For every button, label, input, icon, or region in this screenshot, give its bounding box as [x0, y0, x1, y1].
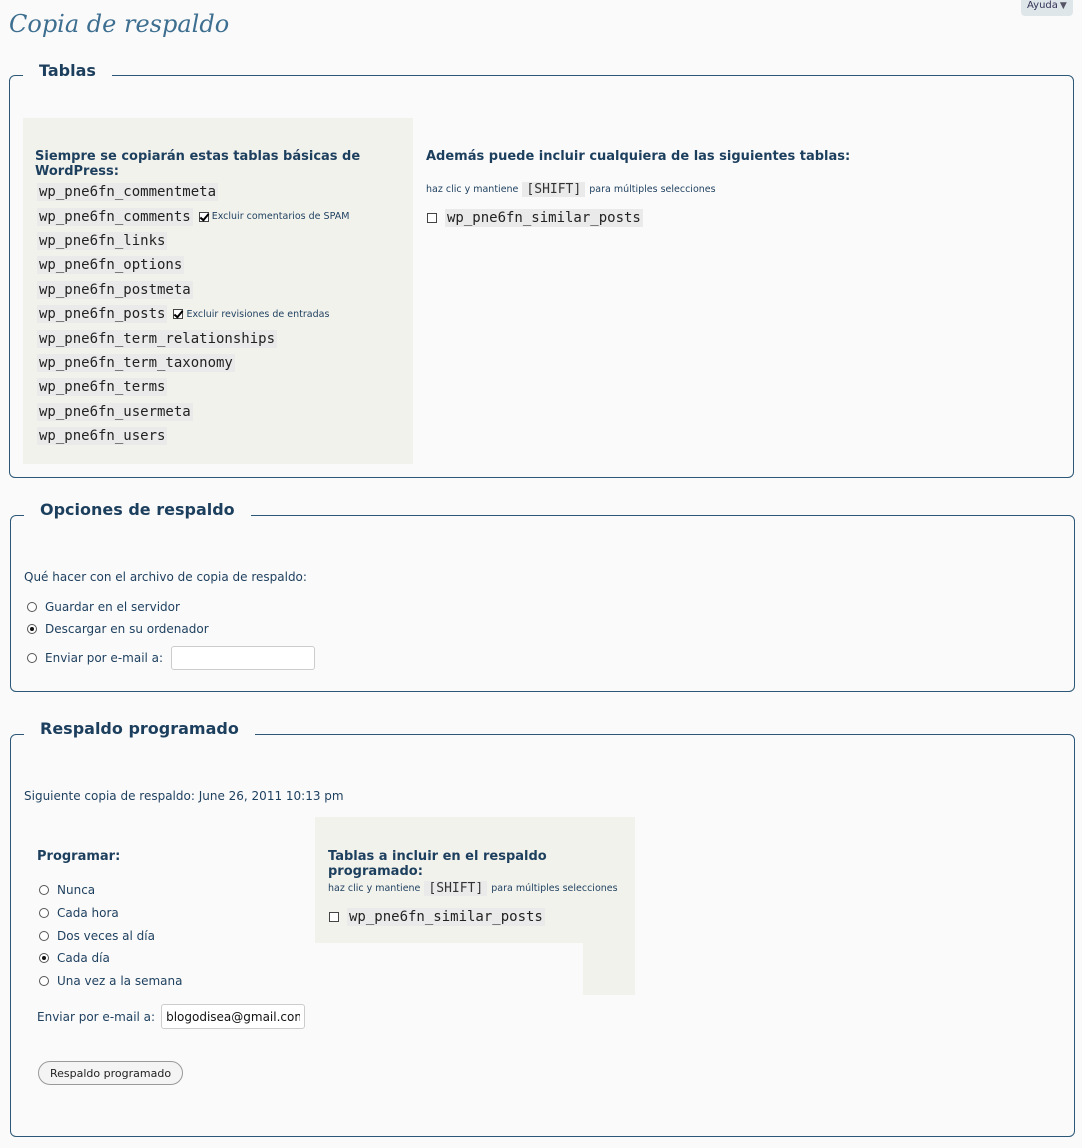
daily-label: Cada día: [57, 951, 110, 965]
scheduled-tables-panel: [315, 817, 635, 995]
hint-key: [SHIFT]: [522, 182, 585, 197]
extra-table-item[interactable]: [427, 209, 643, 227]
hint-text: haz clic y mantiene: [426, 184, 519, 195]
scheduled-backup-legend: Respaldo programado: [24, 719, 255, 739]
download-radio[interactable]: [27, 624, 37, 634]
list-item: [37, 375, 349, 399]
option-download[interactable]: [27, 622, 209, 636]
core-tables-panel: [23, 118, 413, 464]
table-name: wp_pne6fn_similar_posts: [447, 210, 641, 226]
table-name: wp_pne6fn_links: [39, 232, 166, 249]
hint-text: haz clic y mantiene: [328, 883, 421, 894]
table-name: wp_pne6fn_usermeta: [39, 403, 191, 420]
table-name: wp_pne6fn_term_relationships: [39, 330, 276, 347]
hourly-radio[interactable]: [39, 908, 49, 918]
list-item: [37, 400, 349, 424]
core-tables-list: [37, 180, 349, 448]
save-server-radio[interactable]: [27, 602, 37, 612]
never-radio[interactable]: [39, 885, 49, 895]
schedule-never[interactable]: [39, 883, 95, 897]
list-item: [37, 229, 349, 253]
backup-options-legend: Opciones de respaldo: [24, 500, 251, 520]
schedule-email: [37, 1004, 305, 1029]
help-button[interactable]: [1021, 0, 1073, 16]
help-label: Ayuda: [1027, 0, 1058, 11]
schedule-hourly[interactable]: [39, 906, 119, 920]
schedule-heading: Programar:: [37, 849, 121, 864]
twice-daily-radio[interactable]: [39, 931, 49, 941]
list-item: [37, 180, 349, 204]
table-name: wp_pne6fn_users: [39, 428, 166, 445]
table-name: wp_pne6fn_posts: [39, 306, 166, 323]
exclude-spam-checkbox[interactable]: [199, 212, 209, 222]
weekly-label: Una vez a la semana: [57, 974, 183, 988]
multi-select-hint: [426, 182, 716, 197]
hint-key: [SHIFT]: [424, 881, 487, 896]
download-label: Descargar en su ordenador: [45, 622, 209, 636]
never-label: Nunca: [57, 883, 96, 897]
table-name: wp_pne6fn_commentmeta: [39, 184, 217, 201]
next-backup-text: Siguiente copia de respaldo: June 26, 2011 10:13 pm: [24, 789, 344, 803]
schedule-email-input[interactable]: [161, 1004, 305, 1029]
scheduled-table-item[interactable]: [329, 908, 545, 926]
core-tables-heading: Siempre se copiarán estas tablas básicas de WordPress:: [35, 149, 361, 179]
email-input[interactable]: [171, 646, 315, 670]
save-server-label: Guardar en el servidor: [45, 600, 180, 614]
table-name: wp_pne6fn_postmeta: [39, 281, 191, 298]
page-title: Copia de respaldo: [9, 10, 230, 38]
exclude-spam-label: Excluir comentarios de SPAM: [211, 211, 350, 223]
scheduled-table-checkbox[interactable]: [329, 912, 339, 922]
list-item: [37, 424, 349, 448]
multi-select-hint: [328, 881, 618, 896]
extra-tables-heading: Además puede incluir cualquiera de las siguientes tablas:: [426, 149, 851, 164]
schedule-weekly[interactable]: [39, 974, 182, 988]
email-label: Enviar por e-mail a:: [45, 651, 164, 665]
list-item: [37, 253, 349, 277]
list-item: [37, 302, 349, 326]
tables-legend: Tablas: [23, 61, 112, 81]
exclude-revisions-checkbox[interactable]: [173, 309, 183, 319]
table-name: wp_pne6fn_options: [39, 257, 183, 274]
table-name: wp_pne6fn_comments: [39, 208, 191, 225]
twice-daily-label: Dos veces al día: [57, 929, 155, 943]
weekly-radio[interactable]: [39, 976, 49, 986]
table-name: wp_pne6fn_similar_posts: [349, 909, 543, 925]
daily-radio[interactable]: [39, 953, 49, 963]
chevron-down-icon: ▼: [1059, 1, 1067, 11]
table-name: wp_pne6fn_terms: [39, 379, 166, 396]
hint-text: para múltiples selecciones: [491, 883, 618, 894]
table-name: wp_pne6fn_term_taxonomy: [39, 354, 233, 371]
option-save-server[interactable]: [27, 600, 180, 614]
backup-options-question: Qué hacer con el archivo de copia de respaldo:: [24, 570, 307, 584]
schedule-email-label: Enviar por e-mail a:: [37, 1009, 156, 1024]
option-email[interactable]: [27, 646, 315, 670]
schedule-daily[interactable]: [39, 951, 110, 965]
extra-table-checkbox[interactable]: [427, 213, 437, 223]
scheduled-backup-button[interactable]: Respaldo programado: [38, 1061, 183, 1085]
scheduled-tables-heading: Tablas a incluir en el respaldo programado:: [328, 849, 547, 879]
list-item: [37, 326, 349, 350]
list-item: [37, 278, 349, 302]
exclude-revisions-label: Excluir revisiones de entradas: [186, 308, 330, 320]
select-box-area: [315, 943, 583, 995]
hint-text: para múltiples selecciones: [589, 184, 716, 195]
hourly-label: Cada hora: [57, 906, 119, 920]
email-radio[interactable]: [27, 653, 37, 663]
list-item: [37, 351, 349, 375]
list-item: [37, 204, 349, 228]
schedule-twice-daily[interactable]: [39, 929, 155, 943]
